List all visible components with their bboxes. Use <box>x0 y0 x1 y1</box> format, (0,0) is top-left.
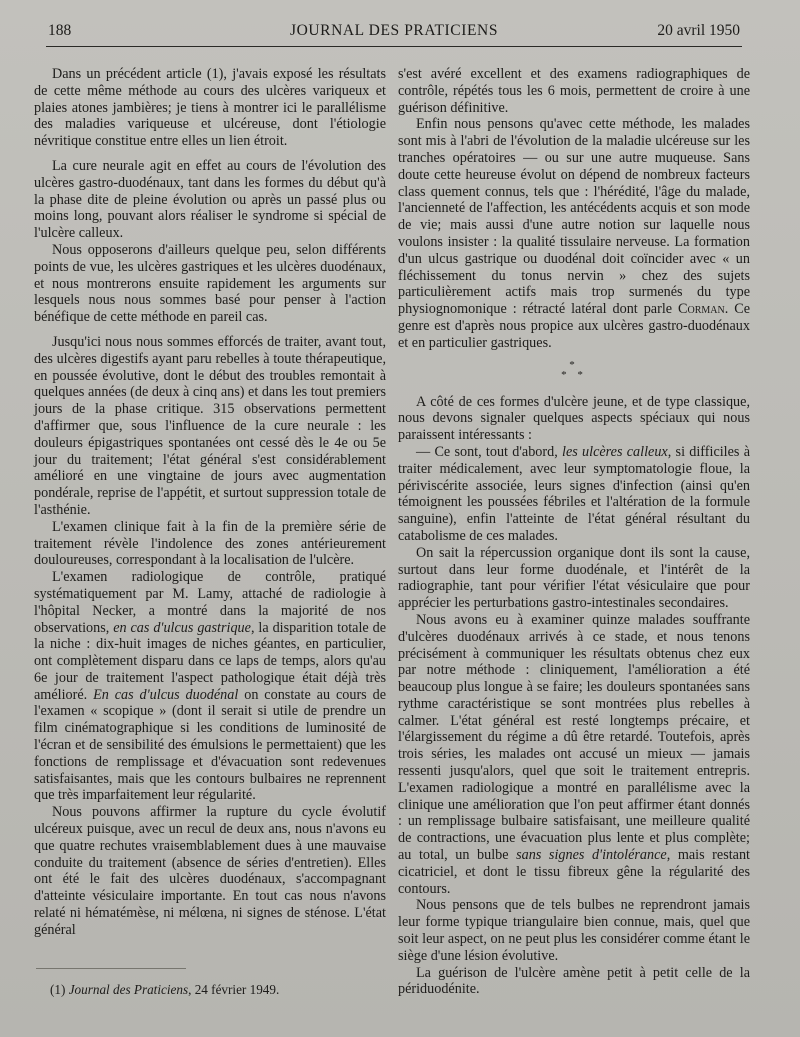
paragraph: — Ce sont, tout d'abord, les ulcères calleux, si difficiles à traiter médicalement, avec leur symptomatologie floue, la périviscérite associée, leurs signes d'infection (ainsi qu'en témoignent les poussées fébriles et l'altération de la formule sanguine), enfin l'atteinte de l'état général résultant du catabolisme de ces malades. <box>398 443 750 544</box>
paragraph: A côté de ces formes d'ulcère jeune, et de type classique, nous devons signaler quelques aspects spéciaux qui nous paraissent intéressants : <box>398 393 750 444</box>
paragraph: Enfin nous pensons qu'avec cette méthode, les malades sont mis à l'abri de l'évolution de la maladie ulcéreuse sur les tranches opératoires — ou sur une autre muqueuse. Sans doute cette heureuse évolut on dépend de nombreux facteurs class quement connus, tels que : l'hérédité, l'âge du malade, l'ancienneté de l'affection, les antécédents acquis et son mode de vie; mais aussi d'une autre notion sur laquelle nous voulons insister : la qualité tissulaire nerveuse. La formation d'un ulcus gastrique ou duodénal doit coïncider avec « un fléchissement du tonus nervin » chez des sujets particulièrement actifs mais trop surmenés du type physiognomonique : rétracté latéral dont parle Corman. Ce genre est d'après nous propice aux ulcères gastro-duodénaux et en particulier gastriques. <box>398 116 751 351</box>
header-rule <box>46 46 742 47</box>
paragraph: Nous avons eu à examiner quinze malades souffrante d'ulcères duodénaux arrivés à ce stade, et nous tenons précisément à communiquer les résultats obtenus chez eux par notre méthode : cliniquement, l'amélioration a été beaucoup plus longue à se faire; les douleurs spontanées sans rythme caractéristique se sont montrées plus rebelles à calmer. L'état général est resté longtemps précaire, et l'élargissement du régime a dû être retardé. Toutefois, après trois séries, les malades ont accusé un mieux — jamais ressenti jusqu'alors, quel que soit le traitement entrepris. L'examen radiologique a montré en parallélisme avec la clinique une amélioration que l'on peut affirmer étant donnés : un remplissage bulbaire satisfaisant, une meilleure qualité de contractions, une évacuation plus lente et plus complète; au total, un bulbe sans signes d'intolérance, mais restant cicatriciel, et dont le tissu fibreux gêne la régularité des contours. <box>398 611 750 897</box>
paragraph: On sait la répercussion organique dont ils sont la cause, surtout dans leur forme duodénale, et l'intérêt de la radiographie, tant pour vérifier l'état vésiculaire que pour apprécier les perturbations gastro-intestinales secondaires. <box>398 544 750 612</box>
section-separator: * * * <box>561 358 587 381</box>
issue-date: 20 avril 1950 <box>657 22 740 39</box>
paragraph: La guérison de l'ulcère amène petit à petit celle de la périduodénite. <box>398 964 750 998</box>
paragraph: Dans un précédent article (1), j'avais exposé les résultats de cette même méthode au cours des ulcères variqueux et plaies atones jambières; je tiens à montrer ici le parallélisme des maladies variqueuse et ulcéreuse, dont l'étiologie névritique constitue entre elles un lien étroit. <box>34 66 386 150</box>
paragraph: Nous pouvons affirmer la rupture du cycle évolutif ulcéreux puisque, avec un recul de deux ans, nous n'avons eu que quatre rechutes vraisemblablement dues à une mauvaise conduite du traitement (absence de séries d'entretien). Elles ont été le fait des ulcères duodénaux, s'accompagnant d'atteinte vésiculaire importante. En tout cas nous n'avons relaté ni hématémèse, ni mélœna, ni signes de sténose. L'état général <box>34 804 386 938</box>
paragraph: Nous pensons que de tels bulbes ne reprendront jamais leur forme typique triangulaire bien connue, mais, quel que soit leur aspect, on ne peut plus les considérer comme étant le siège d'une lésion évolutive. <box>398 897 750 964</box>
footnote-source: Journal des Praticiens <box>68 982 189 997</box>
paragraph: Nous opposerons d'ailleurs quelque peu, selon différents points de vue, les ulcères gastriques et les ulcères duodénaux, et nous montrerons ensuite rapidement les arguments sur lesquels nous nous sommes basé pour penser à l'action bénéfique de cette méthode en pareil cas. <box>34 241 386 326</box>
left-column <box>34 66 386 939</box>
footnote: (1) Journal des Praticiens, 24 février 1949. <box>50 982 280 997</box>
author-name: Corman <box>678 301 725 318</box>
journal-title: JOURNAL DES PRATICIENS <box>289 22 499 39</box>
page-header <box>48 22 740 44</box>
paragraph: s'est avéré excellent et des examens radiographiques de contrôle, répétés tous les 6 mois, permettent de croire à une guérison définitive. <box>398 66 750 116</box>
paragraph: La cure neurale agit en effet au cours de l'évolution des ulcères gastro-duodénaux, tant dans les formes du début qu'à la phase dite de pleine évolution ou après un passé plus ou moins long, pouvant alors réaliser le syndrome si spécial de l'ulcère calleux. <box>34 157 386 242</box>
paragraph: Jusqu'ici nous nous sommes efforcés de traiter, avant tout, des ulcères digestifs ayant paru rebelles à toute thérapeutique, en poussée évolutive, dont le début des troubles remontait à quelques années (de deux à cinq ans) et dans les tout premiers jours de la phase critique. 315 observations permettent d'affirmer que, sous l'influence de la cure neurale : les douleurs épigastriques spontanées ont cessé dès le 4e ou 5e jour du traitement; l'état général s'est considérablement amélioré en une vingtaine de jours avec augmentation pondérale, reprise de l'appétit, et surtout suppression totale de l'asthénie. <box>34 333 386 518</box>
footnote-rule <box>36 968 186 969</box>
paragraph: L'examen clinique fait à la fin de la première série de traitement révèle l'indolence des zones antérieurement douloureuses, correspondant à la localisation de l'ulcère. <box>34 518 386 569</box>
paragraph: L'examen radiologique de contrôle, pratiqué systématiquement par M. Lamy, attaché de radiologie à l'hôpital Necker, a montré dans la majorité de nos observations, en cas d'ulcus gastrique, la disparition totale de la niche : dix-huit images de niches géantes, en particulier, ont complètement disparu dans ce laps de temps, alors qu'au 6e jour de traitement l'aspect pathologique était déjà très amélioré. En cas d'ulcus duodénal on constate au cours de l'examen « scopique » (dont il serait si utile de prendre un film cinématographique si les conditions de luminosité de l'écran et de sensibilité des émulsions le permettaient) que les fonctions de remplissage et d'évacuation sont redevenues satisfaisantes, mais que les contours bulbaires ne reprennent que très imparfaitement leur régularité. <box>34 569 386 804</box>
right-column <box>398 66 750 998</box>
page-number: 188 <box>48 22 72 39</box>
